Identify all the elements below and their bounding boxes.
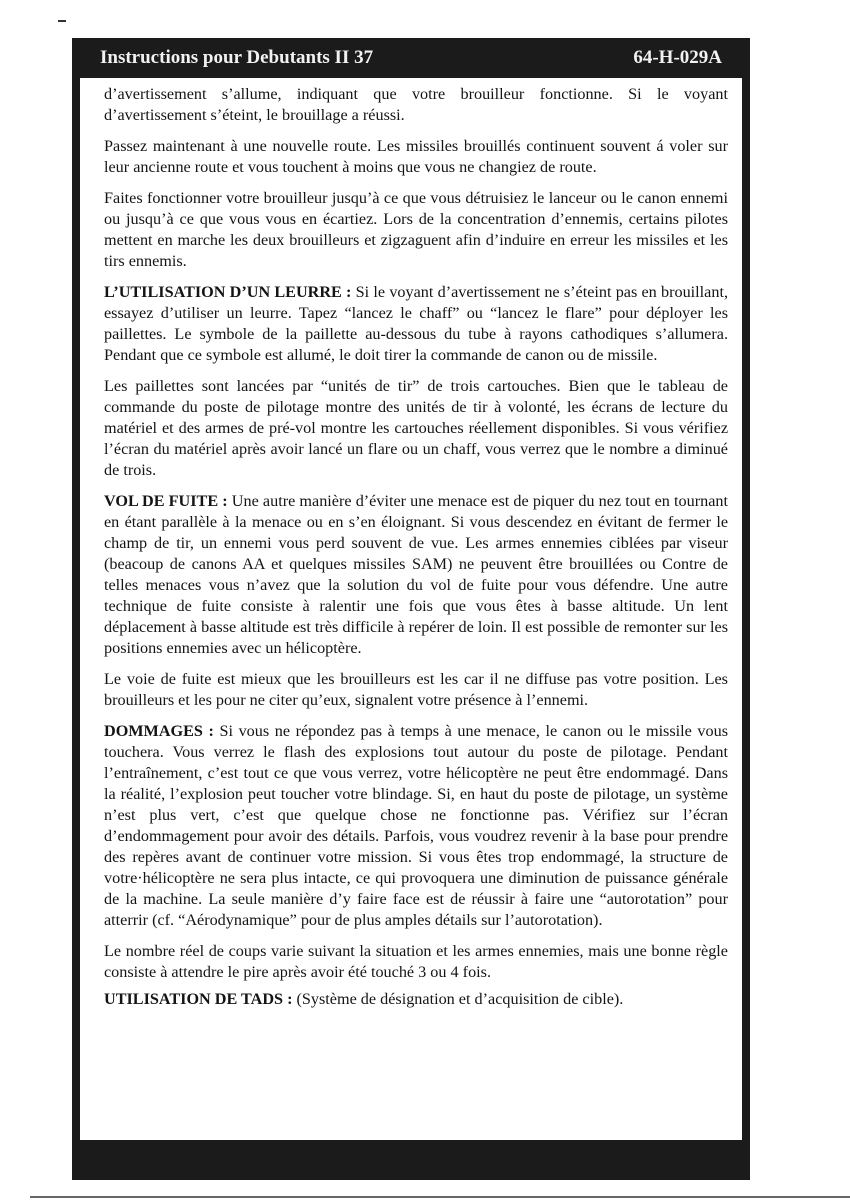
section-heading-vol-de-fuite: VOL DE FUITE : — [104, 492, 228, 510]
section-heading-tads: UTILISATION DE TADS : — [104, 990, 293, 1008]
page-bottom-edge — [30, 1196, 850, 1198]
paragraph — [104, 136, 728, 178]
page-footer-bar — [72, 1140, 750, 1180]
scan-mark — [58, 20, 66, 22]
right-border-rule — [742, 78, 750, 1144]
paragraph-tads — [104, 989, 728, 1010]
paragraph-text: d’avertissement s’allume, indiquant que votre brouilleur fonctionne. Si le voyant d’avertissement s’éteint, le brouillage a réussi. — [104, 85, 728, 124]
paragraph-text: (Système de désignation et d’acquisition de cible). — [292, 990, 624, 1008]
paragraph-text: Passez maintenant à une nouvelle route. Les missiles brouillés continuent souvent á voler sur leur ancienne route et vous touchent à moins que vous ne changiez de route. — [104, 137, 728, 176]
paragraph — [104, 188, 728, 272]
section-heading-dommages: DOMMAGES : — [104, 722, 214, 740]
paragraph — [104, 84, 728, 126]
page-header — [72, 38, 750, 78]
paragraph-text: Une autre manière d’éviter une menace est de piquer du nez tout en tournant en étant parallèle à la menace ou en s’en éloignant. Si vous descendez en évitant de fermer le champ de tir, un ennemi vous perd souvent de vue. Les armes ennemies ciblées par viseur (beacoup de canons AA et quelques missiles SAM) ne peuvent être brouillées ou Contre de telles menaces vous n’avez que la solution du vol de fuite pour vous défendre. Une autre technique de fuite consiste à ralentir une fois que vous êtes à basse altitude. Un lent déplacement à basse altitude est très difficile à repérer de loin. Il est possible de remonter sur les positions ennemies avec un hélicoptère. — [104, 492, 728, 657]
paragraph-text: Si vous ne répondez pas à temps à une menace, le canon ou le missile vous touchera. Vous verrez le flash des explosions tout autour du poste de pilotage. Pendant l’entraînement, c’est tout ce que vous verrez, votre hélicoptère ne peut être endommagé. Dans la réalité, l’explosion peut toucher votre blindage. Si, en haut du poste de pilotage, un système n’est plus vert, c’est que quelque chose ne fonctionne pas. Vérifiez sur l’écran d’endommagement pour avoir des détails. Parfois, vous voudrez revenir à la base pour prendre des repères avant de continuer votre mission. Si vous êtes trop endommagé, la structure de votre·hélicoptère ne sera plus intacte, ce qui provoquera une diminution de puissance générale de la machine. La seule manière d’y faire face est de réussir à faire une “autorotation” pour atterrir (cf. “Aérodynamique” pour de plus amples détails sur l’autorotation). — [104, 722, 729, 929]
paragraph — [104, 941, 728, 983]
paragraph-vol-de-fuite — [104, 491, 728, 659]
document-code: 64-H-029A — [633, 47, 722, 68]
page-body — [104, 84, 728, 1020]
paragraph-text: Faites fonctionner votre brouilleur jusqu’à ce que vous détruisiez le lanceur ou le canon ennemi ou jusqu’à ce que vous vous en écartiez. Lors de la concentration d’ennemis, certains pilotes mettent en marche les deux brouilleurs et zigzaguent afin d’induire en erreur les missiles et les tirs ennemis. — [104, 189, 728, 270]
paragraph — [104, 376, 728, 481]
paragraph-text: Si le voyant d’avertissement ne s’éteint pas en brouillant, essayez d’utiliser un leurre. Tapez “lancez le chaff” ou “lancez le flare” pour déployer les paillettes. Le symbole de la paillette au-dessous du tube à rayons cathodiques s’allumera. Pendant que ce symbole est allumé, le doit tirer la commande de canon ou de missile. — [104, 283, 728, 364]
paragraph — [104, 669, 728, 711]
left-border-rule — [72, 78, 80, 1144]
section-heading-leurre: L’UTILISATION D’UN LEURRE : — [104, 283, 352, 301]
paragraph-text: Le nombre réel de coups varie suivant la situation et les armes ennemies, mais une bonne règle consiste à attendre le pire après avoir été touché 3 ou 4 fois. — [104, 942, 728, 981]
header-title: Instructions pour Debutants II 37 — [100, 47, 374, 68]
paragraph-leurre — [104, 282, 728, 366]
paragraph-text: Les paillettes sont lancées par “unités de tir” de trois cartouches. Bien que le tableau de commande du poste de pilotage montre des unités de tir à volonté, les écrans de lecture du matériel et des armes de pré-vol montre les cartouches réellement disponibles. Si vous vérifiez l’écran du matériel après avoir lancé un flare ou un chaff, vous verrez que le nombre a diminué de trois. — [104, 377, 728, 479]
paragraph-dommages — [104, 721, 728, 931]
paragraph-text: Le voie de fuite est mieux que les brouilleurs est les car il ne diffuse pas votre position. Les brouilleurs et les pour ne citer qu’eux, signalent votre présence à l’ennemi. — [104, 670, 728, 709]
